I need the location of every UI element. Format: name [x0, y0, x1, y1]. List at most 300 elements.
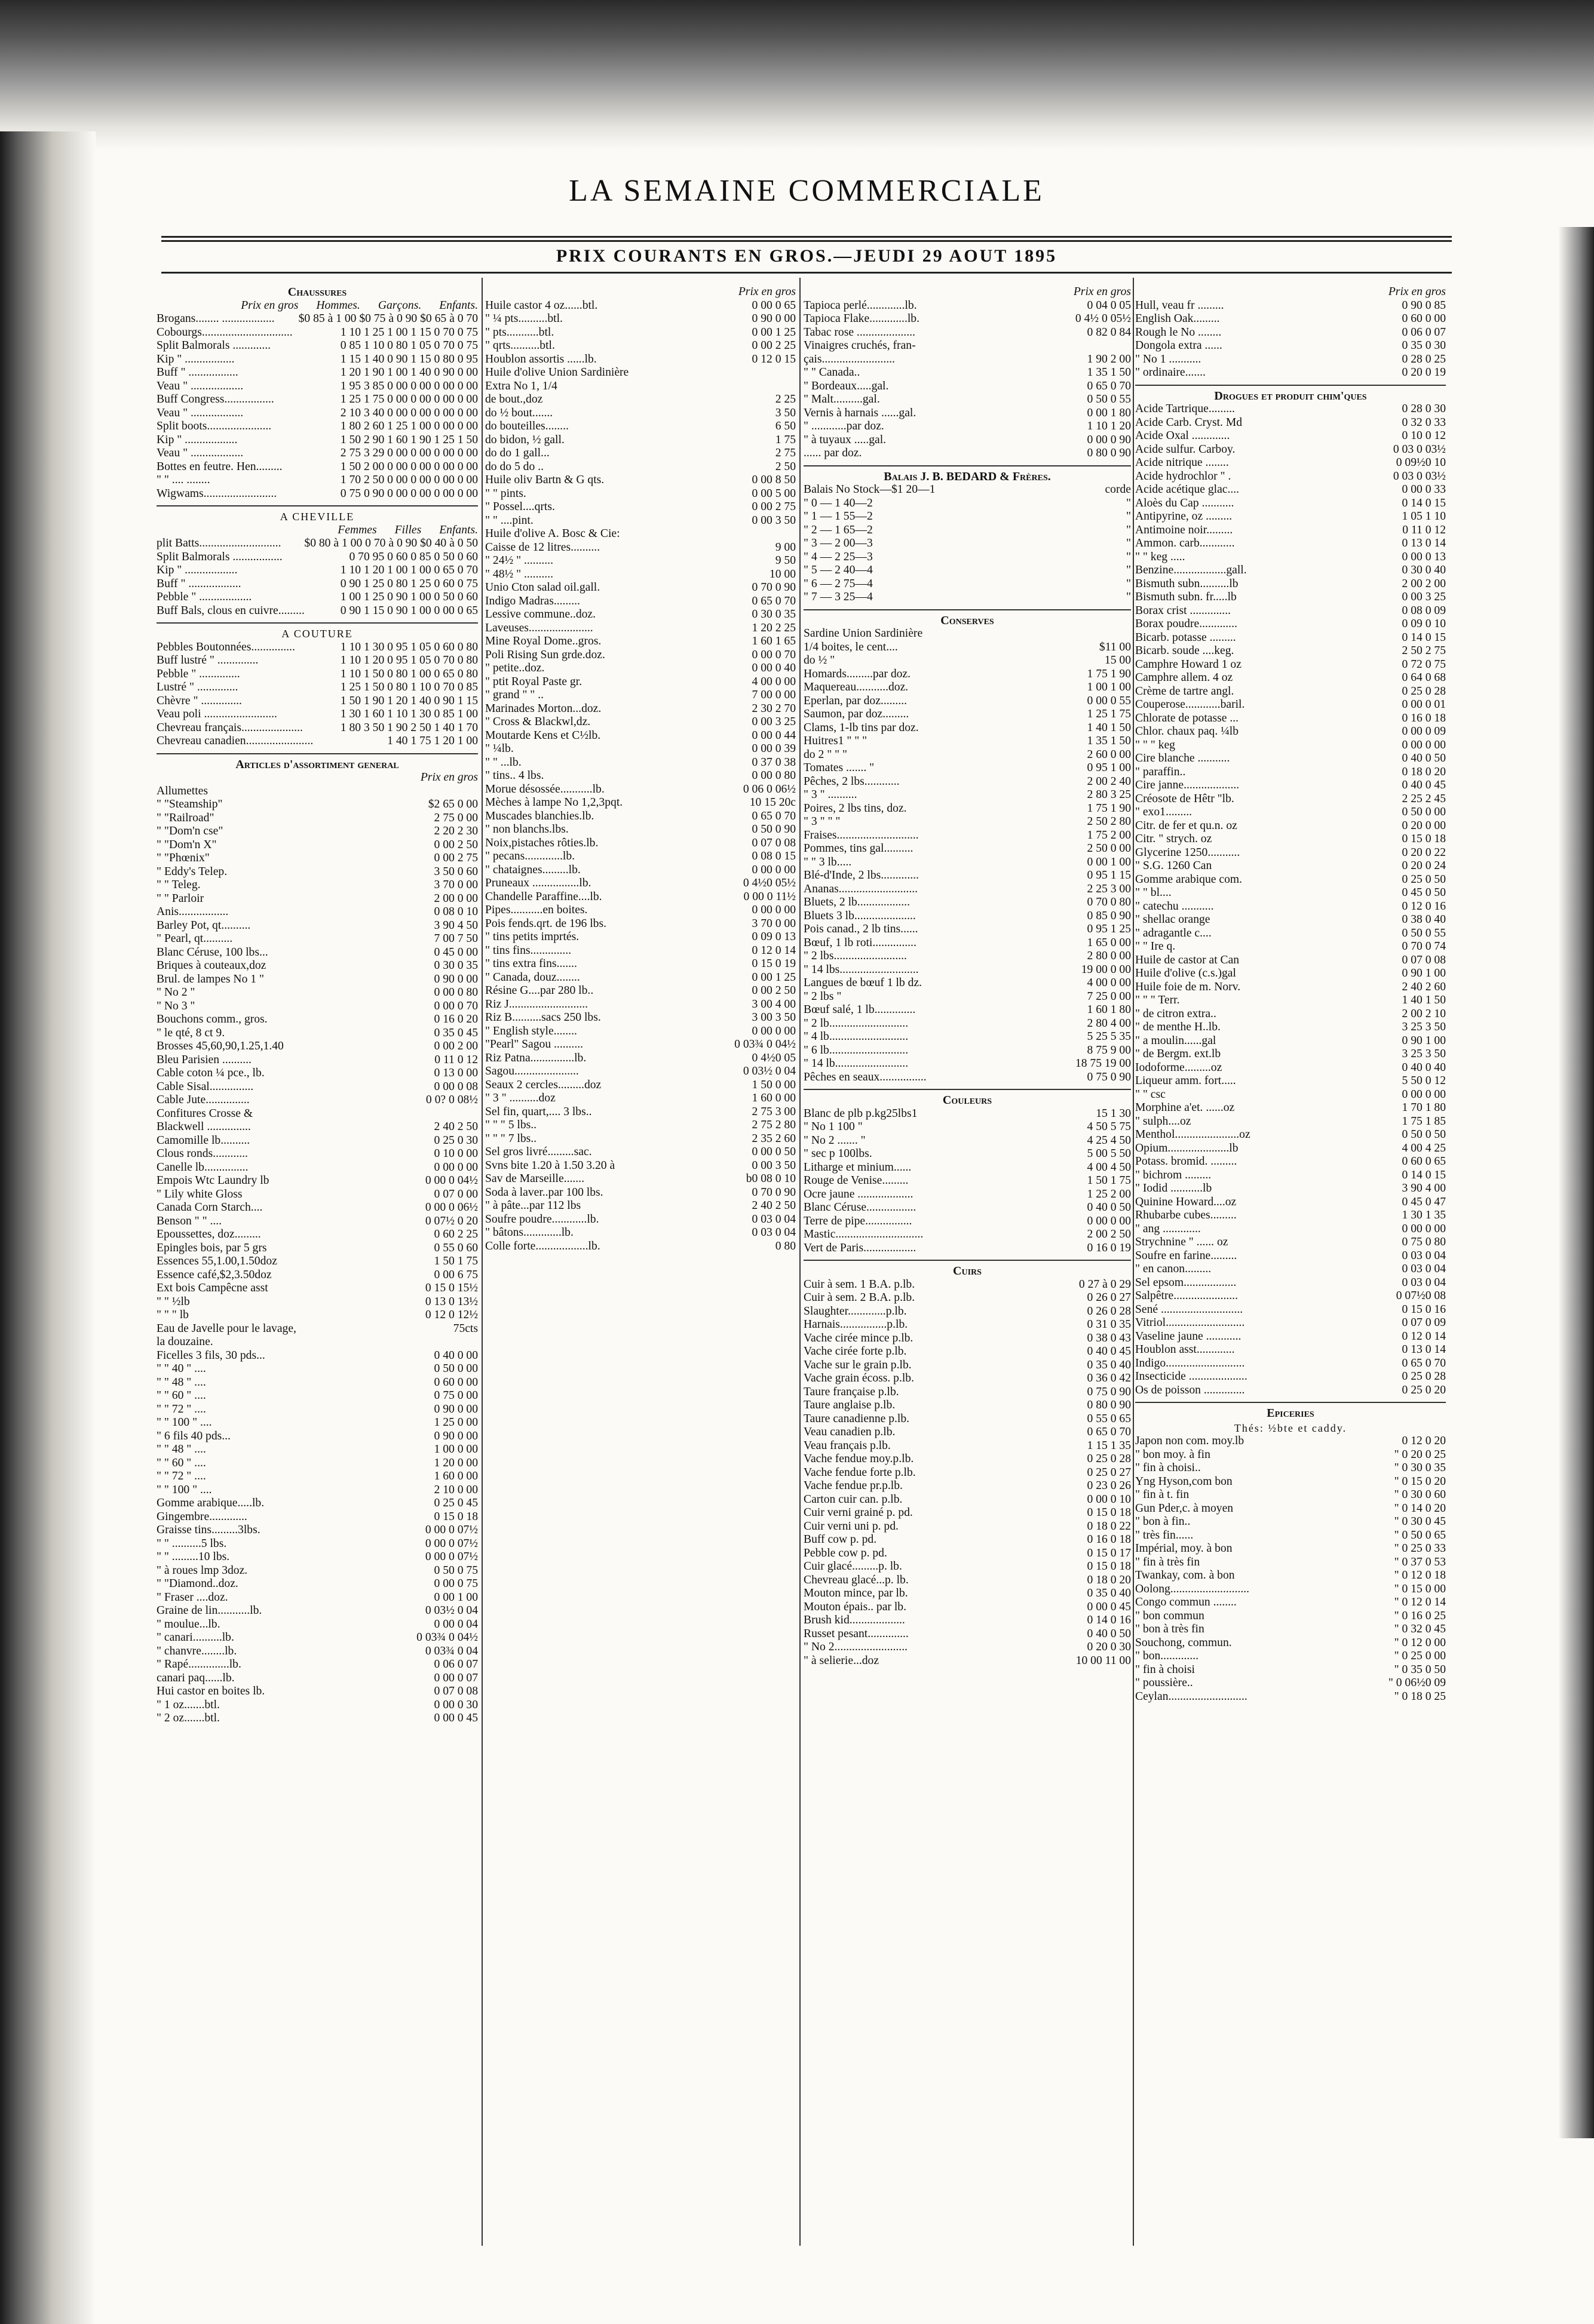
item-label: " " Parloir [157, 892, 204, 905]
item-price: 0 00 0 00 [752, 904, 796, 916]
item-price: 0 00 0 75 [434, 1577, 478, 1590]
item-label: Rough le No ........ [1135, 326, 1222, 339]
item-price: 0 27 à 0 29 [1078, 1278, 1131, 1291]
item-label: Oolong........................... [1135, 1582, 1250, 1595]
price-row [804, 299, 1131, 313]
item-label: Sav de Marseille....... [485, 1172, 584, 1185]
item-price: $0 80 à 1 00 0 70 à 0 90 $0 40 à 0 50 [304, 537, 478, 549]
item-label: Homards.........par doz. [804, 667, 911, 680]
price-row [804, 910, 1131, 923]
item-label: Acide Tartrique......... [1135, 403, 1235, 415]
item-label: do do 5 do .. [485, 460, 544, 473]
item-label: " 4 lb........................... [804, 1030, 909, 1043]
price-row [804, 1654, 1131, 1668]
item-price: 0 00 0 09 [1402, 725, 1446, 738]
item-price: 0 14 0 15 [1402, 1168, 1446, 1181]
item-label: " 6 — 2 75—4 [804, 577, 873, 590]
item-price: " [1126, 591, 1131, 603]
item-label: Soda à laver..par 100 lbs. [485, 1186, 603, 1199]
price-row [485, 837, 796, 851]
price-row [804, 564, 1131, 578]
item-price: 0 03 0 03½ [1393, 469, 1446, 483]
price-row [804, 1466, 1131, 1480]
price-row [485, 662, 796, 676]
price-row [485, 864, 796, 877]
item-label: Yng Hyson,com bon [1135, 1475, 1233, 1488]
price-row [1135, 846, 1446, 860]
price-row [804, 1560, 1131, 1574]
item-price: 0 35 0 40 [1087, 1587, 1131, 1600]
price-row [157, 1107, 478, 1121]
price-row [485, 1052, 796, 1066]
price-row [485, 931, 796, 944]
item-label: do ½ bout....... [485, 406, 553, 419]
item-label: " moulue...lb. [157, 1617, 220, 1631]
price-row [485, 447, 796, 460]
item-label: " " 60 " .... [157, 1389, 206, 1402]
price-row [157, 1376, 478, 1390]
section-rule [804, 1260, 1131, 1261]
item-price: 0 00 0 04 [434, 1617, 478, 1631]
item-label: Unio Cton salad oil.gall. [485, 581, 600, 594]
price-row [1135, 537, 1446, 551]
item-label: Indigo Madras......... [485, 594, 580, 607]
item-price: 1 10 1 25 1 00 1 15 0 70 0 75 [340, 326, 478, 339]
price-row [157, 1416, 478, 1430]
price-row [485, 312, 796, 326]
price-row [485, 649, 796, 662]
item-price [474, 1107, 478, 1121]
item-price: 1 50 1 75 [434, 1255, 478, 1267]
item-label: Buff " ................. [157, 366, 238, 379]
item-price: 0 20 0 30 [1087, 1641, 1131, 1653]
item-label: ...... par doz. [804, 447, 862, 459]
price-row [1135, 1236, 1446, 1250]
item-label: Pebble cow p. pd. [804, 1546, 887, 1559]
item-label: Bœuf, 1 lb roti............... [804, 936, 916, 949]
item-label: " chataignes.........lb. [485, 863, 581, 876]
item-label: " Cross & Blackwl,dz. [485, 716, 591, 728]
price-row [804, 1071, 1131, 1085]
price-row [804, 896, 1131, 910]
item-label: " 2 lbs " [804, 990, 842, 1003]
item-price [474, 1336, 478, 1349]
item-label: Os de poisson .............. [1135, 1383, 1245, 1396]
item-label: do do 1 gall... [485, 447, 550, 459]
price-row [157, 654, 478, 668]
item-label: " 14 lbs........................... [804, 963, 919, 976]
price-row [804, 708, 1131, 722]
item-price: " 0 18 0 25 [1394, 1690, 1446, 1703]
item-label: " ¼ pts..........btl. [485, 312, 563, 325]
price-row [485, 1186, 796, 1200]
item-price: 1 75 1 85 [1402, 1115, 1446, 1128]
item-label: " " csc [1135, 1088, 1166, 1101]
item-price: 9 00 [775, 541, 796, 554]
price-section [804, 1089, 1131, 1255]
item-price: 1 80 2 60 1 25 1 00 0 00 0 00 [340, 420, 478, 432]
item-label: " " ..........5 lbs. [157, 1537, 227, 1550]
item-price: 1 10 1 30 0 95 1 05 0 60 0 80 [340, 640, 478, 653]
price-row [485, 554, 796, 568]
item-price: 0 40 0 00 [434, 1349, 478, 1362]
item-label: Laveuses...................... [485, 621, 593, 634]
price-row [157, 1013, 478, 1027]
item-label: " sec p 100lbs. [804, 1147, 872, 1160]
price-row [1135, 994, 1446, 1008]
item-label: Camomille lb.......... [157, 1134, 250, 1147]
section-subtitle: A COUTURE [281, 628, 353, 640]
price-row [804, 1201, 1131, 1215]
price-row [1135, 1529, 1446, 1543]
price-row [485, 1226, 796, 1240]
item-price: 0 20 0 19 [1402, 366, 1446, 379]
item-price: 2 40 2 50 [434, 1120, 478, 1133]
item-price: 0 50 0 00 [434, 1362, 478, 1375]
item-price: 0 00 0 33 [1402, 483, 1446, 496]
item-label: Iodoforme.........oz [1135, 1061, 1222, 1074]
item-label: " petite..doz. [485, 662, 545, 674]
section-title: Chaussures [287, 285, 347, 299]
item-label: Résine G....par 280 lb.. [485, 984, 594, 997]
price-row [1135, 1384, 1446, 1398]
item-label: " " 48 " .... [157, 1443, 206, 1456]
item-label: Eau de Javelle pour le lavage, [157, 1322, 296, 1335]
item-label: Brul. de lampes No 1 " [157, 972, 264, 986]
item-price: " 0 16 0 25 [1394, 1609, 1446, 1622]
section-rule [157, 505, 478, 506]
item-price: 1 30 1 35 [1402, 1209, 1446, 1221]
item-label: " bon commun [1135, 1609, 1204, 1622]
column-3 [804, 281, 1131, 2252]
item-label: " " 72 " .... [157, 1402, 206, 1416]
item-price: 0 00 0 30 [434, 1698, 478, 1711]
item-price: 2 40 2 50 [752, 1199, 796, 1212]
price-row [157, 1484, 478, 1497]
item-label: " 3 " " " [804, 815, 841, 828]
price-row [804, 883, 1131, 897]
item-price [792, 366, 796, 380]
price-row [1135, 1610, 1446, 1623]
item-price: 0 50 0 55 [1402, 926, 1446, 940]
item-label: Vitriol........................... [1135, 1316, 1245, 1329]
item-price: 4 00 0 00 [1087, 977, 1131, 989]
item-price: 0 13 0 00 [434, 1067, 478, 1079]
item-label: Vache fendue pr.p.lb. [804, 1479, 903, 1492]
price-row [157, 1040, 478, 1054]
item-price: 0 38 0 43 [1087, 1331, 1131, 1344]
item-price: 0 70 0 80 [1087, 896, 1131, 908]
item-price: 0 00 2 75 [434, 852, 478, 864]
item-price [792, 527, 796, 541]
price-row [157, 1511, 478, 1524]
item-label: Split Balmorals ................. [157, 550, 283, 563]
price-row [1135, 1008, 1446, 1021]
item-label: " 3 " .......... [804, 788, 857, 801]
item-label: Veau poli ......................... [157, 708, 277, 720]
price-row [1135, 1142, 1446, 1156]
item-price: 3 25 3 50 [1402, 1021, 1446, 1033]
item-price: corde [1105, 483, 1131, 496]
item-price: 1 15 1 35 [1087, 1439, 1131, 1452]
item-price: 4 50 5 75 [1087, 1120, 1131, 1133]
item-price: 2 50 [775, 460, 796, 473]
item-label: " " ½lb [157, 1295, 190, 1308]
price-row [804, 1641, 1131, 1654]
item-price: 0 20 0 00 [1402, 819, 1446, 832]
item-price: 1 10 1 20 0 95 1 05 0 70 0 80 [340, 654, 478, 667]
item-price: " 0 12 0 00 [1394, 1636, 1446, 1649]
price-row [1135, 1650, 1446, 1663]
price-row [1135, 1448, 1446, 1462]
item-label: Lessive commune..doz. [485, 608, 596, 621]
item-label: Aloès du Cap ........... [1135, 496, 1234, 509]
item-price: 0 00 1 00 [434, 1591, 478, 1604]
scan-dark-edge-right [1558, 227, 1594, 2138]
item-label: plit Batts............................ [157, 537, 281, 549]
item-label: Seaux 2 cercles.........doz [485, 1078, 602, 1091]
item-label: " 2 lbs......................... [804, 950, 907, 962]
price-row [1135, 443, 1446, 457]
item-price: 0 65 0 70 [1087, 1426, 1131, 1438]
item-price: 0 00 2 00 [434, 1040, 478, 1052]
item-price: 2 80 3 25 [1087, 788, 1131, 801]
item-label: Ext bois Campêcne asst [157, 1282, 268, 1294]
column-header-row [804, 285, 1131, 299]
item-label: " " 40 " .... [157, 1362, 206, 1375]
price-row [804, 1413, 1131, 1426]
price-row [157, 946, 478, 960]
price-row [804, 1399, 1131, 1413]
price-row [1135, 618, 1446, 631]
item-label: " à tuyaux .....gal. [804, 433, 887, 446]
item-price: 2 30 2 70 [752, 702, 796, 715]
item-label: Crème de tartre angl. [1135, 684, 1234, 698]
item-price: 0 90 1 00 [1402, 1034, 1446, 1047]
price-row [157, 1537, 478, 1551]
item-label: Anis................. [157, 905, 229, 918]
item-price: 0 15 0 17 [1087, 1546, 1131, 1559]
item-price: 0 70 0 74 [1402, 940, 1446, 953]
item-price: 0 20 0 22 [1402, 846, 1446, 859]
item-label: Ceylan........................... [1135, 1690, 1247, 1703]
item-label: Acide nitrique ........ [1135, 456, 1229, 469]
item-price: 0 50 0 90 [752, 823, 796, 836]
item-label: " " .... ........ [157, 474, 210, 486]
item-price: 0 75 0 90 0 00 0 00 0 00 0 00 [340, 487, 478, 500]
price-row [804, 1332, 1131, 1346]
price-row [157, 1672, 478, 1686]
price-row [157, 312, 478, 326]
item-price: 15 1 30 [1096, 1107, 1131, 1120]
price-row [1135, 1542, 1446, 1556]
price-row [485, 434, 796, 447]
price-row [157, 1658, 478, 1672]
item-label: " English style........ [485, 1024, 577, 1037]
section-rule [804, 1089, 1131, 1090]
item-price: $11 00 [1099, 640, 1131, 653]
price-row [485, 622, 796, 636]
item-label: Bismuth subn. fr.....lb [1135, 591, 1237, 603]
section-subtitle: Thés: ½bte et caddy. [1234, 1422, 1347, 1434]
item-label: Borax crist .............. [1135, 604, 1231, 617]
price-row [804, 1345, 1131, 1359]
price-row [1135, 1250, 1446, 1263]
price-row [157, 1336, 478, 1349]
price-row [1135, 1155, 1446, 1169]
price-row [485, 514, 796, 528]
item-price: 0 40 0 50 [1087, 1627, 1131, 1640]
item-price: 3 90 4 00 [1402, 1182, 1446, 1195]
price-row [1135, 1690, 1446, 1704]
item-label: " Iodid ...........lb [1135, 1182, 1212, 1195]
item-label: Extra No 1, 1/4 [485, 379, 557, 392]
item-price: 0 28 0 25 [1402, 352, 1446, 366]
item-price: 0 03 0 03½ [1393, 443, 1446, 456]
price-row [485, 393, 796, 407]
item-label: Cuir à sem. 2 B.A. p.lb. [804, 1291, 915, 1304]
item-label: Dongola extra ...... [1135, 339, 1222, 352]
item-label: Bicarb. potasse ......... [1135, 631, 1236, 644]
price-row [157, 1631, 478, 1645]
price-row [485, 487, 796, 501]
item-price: 10 00 11 00 [1075, 1654, 1131, 1667]
item-price: 0 03 0 04 [752, 1226, 796, 1239]
price-row [1135, 833, 1446, 846]
item-price: 7 00 0 00 [752, 689, 796, 701]
item-label: Harnais................p.lb. [804, 1318, 908, 1331]
section-rule [1135, 385, 1446, 386]
item-label: " ............par doz. [804, 420, 884, 432]
item-price: " 0 12 0 14 [1394, 1596, 1446, 1608]
item-price: 0 55 0 65 [1087, 1412, 1131, 1425]
column-header: Hommes. [316, 299, 360, 312]
item-price: " 0 15 0 20 [1394, 1475, 1446, 1488]
item-label: Canada Corn Starch.... [157, 1201, 263, 1214]
item-price: 0 06 0 06½ [743, 782, 796, 796]
item-price: " 0 37 0 53 [1394, 1555, 1446, 1568]
item-price: 3 25 3 50 [1402, 1048, 1446, 1060]
item-price: 0 90 1 00 [1402, 967, 1446, 980]
price-row [485, 326, 796, 340]
item-price: 2 00 2 10 [1402, 1007, 1446, 1020]
item-label: " bon à très fin [1135, 1623, 1204, 1635]
item-price: 1 30 1 60 1 10 1 30 0 85 1 00 [340, 708, 478, 720]
price-row [804, 856, 1131, 870]
column-divider [1133, 278, 1134, 2246]
item-label: Colle forte..................lb. [485, 1239, 600, 1252]
item-label: " " pints. [485, 487, 526, 500]
price-row [1135, 1088, 1446, 1102]
item-label: " qrts..........btl. [485, 339, 555, 352]
item-label: Sel fin, quart,.... 3 lbs.. [485, 1105, 592, 1118]
item-label: de bout.,doz [485, 393, 543, 406]
price-row [157, 1362, 478, 1376]
price-row [157, 1551, 478, 1564]
column-header-row [157, 524, 478, 538]
item-price: 2 75 [775, 447, 796, 459]
price-row [804, 1305, 1131, 1319]
item-price: 3 90 4 50 [434, 919, 478, 932]
item-price: 1 35 1 50 [1087, 735, 1131, 747]
item-label: Vache grain écoss. p.lb. [804, 1372, 914, 1384]
price-row [1135, 927, 1446, 941]
item-label: " Possel....qrts. [485, 501, 555, 513]
item-label: " " keg ..... [1135, 550, 1185, 563]
price-row [485, 904, 796, 917]
item-label: Chevreau glacé...p. lb. [804, 1573, 909, 1586]
price-row [804, 407, 1131, 420]
price-row [1135, 819, 1446, 833]
item-label: Fraises............................ [804, 828, 919, 842]
item-price: 0 00 0 80 [752, 769, 796, 782]
item-label: la douzaine. [157, 1336, 213, 1348]
price-row [804, 748, 1131, 762]
item-price: 2 35 2 60 [752, 1132, 796, 1145]
item-price: 0 03½ 0 04 [425, 1604, 478, 1617]
price-row [157, 1699, 478, 1712]
item-price: 0 23 0 26 [1087, 1479, 1131, 1492]
item-label: Svns bite 1.20 à 1.50 3.20 à [485, 1159, 615, 1172]
item-price: 2 50 0 00 [1087, 842, 1131, 855]
item-price: 0 00 0 55 [1087, 694, 1131, 707]
item-price: 0 00 0 07 [434, 1671, 478, 1684]
item-price: 0 18 0 20 [1402, 765, 1446, 778]
item-label: Tapioca perlé.............lb. [804, 299, 917, 312]
price-row [485, 608, 796, 622]
item-label: Huile d'olive Union Sardinière [485, 366, 629, 379]
price-row [157, 1174, 478, 1188]
price-row [804, 627, 1131, 641]
item-price: 0 04 0 05 [1087, 299, 1131, 312]
item-label: Impérial, moy. à bon [1135, 1542, 1233, 1555]
item-price: 0 03 0 04 [1402, 1249, 1446, 1262]
price-section [804, 285, 1131, 460]
price-row [804, 551, 1131, 564]
price-row [1135, 712, 1446, 726]
item-price: 7 00 7 50 [434, 932, 478, 945]
item-price: 0 08 0 10 [434, 905, 478, 918]
item-label: Quinine Howard....oz [1135, 1195, 1237, 1208]
section-rule [157, 753, 478, 754]
item-label: " de citron extra.. [1135, 1007, 1216, 1020]
item-label: Taure anglaise p.lb. [804, 1399, 896, 1411]
price-row [157, 460, 478, 474]
column-header-row [1135, 285, 1446, 299]
item-price: 0 60 0 00 [434, 1376, 478, 1389]
item-price: 0 64 0 68 [1402, 671, 1446, 684]
price-row [1135, 1196, 1446, 1209]
item-label: " No 1 100 " [804, 1120, 863, 1133]
item-price: 1 05 1 10 [1402, 510, 1446, 523]
item-label: Cuir à sem. 1 B.A. p.lb. [804, 1278, 915, 1291]
item-label: " " ...lb. [485, 756, 522, 769]
price-row [804, 393, 1131, 407]
item-price: 0 12 0 15 [752, 352, 796, 366]
item-price [1127, 627, 1131, 641]
price-row [804, 641, 1131, 655]
price-row [804, 1161, 1131, 1175]
price-row [804, 654, 1131, 668]
item-price: 0 00 0 00 [752, 1024, 796, 1037]
item-label: Sel gros livré.........sac. [485, 1146, 592, 1158]
item-price: 1 80 3 50 1 90 2 50 1 40 1 70 [340, 721, 478, 734]
price-row [1135, 591, 1446, 604]
item-price: 1 25 0 00 [434, 1416, 478, 1429]
item-price: 0 00 0 70 [752, 648, 796, 661]
price-row [804, 537, 1131, 551]
price-row [1135, 1128, 1446, 1142]
